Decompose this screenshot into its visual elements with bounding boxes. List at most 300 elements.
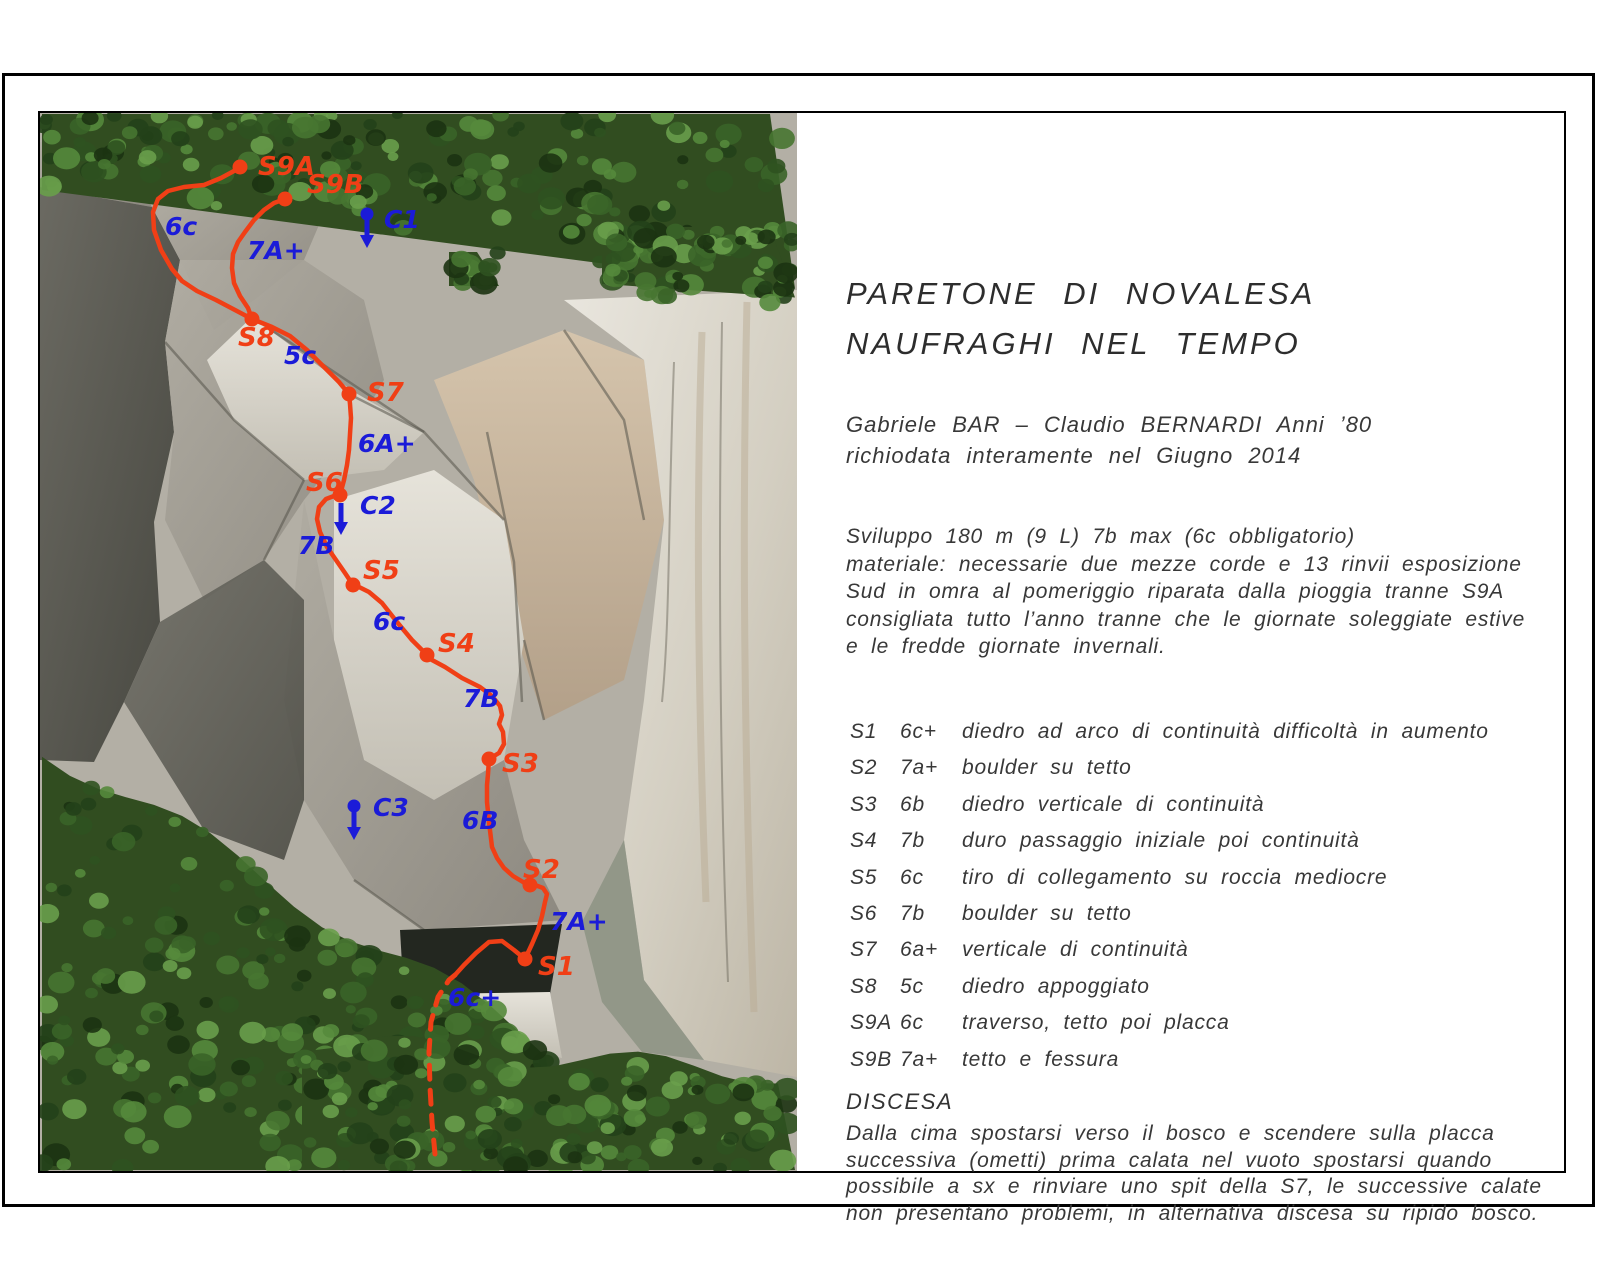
belay-label-s6: S6	[306, 468, 343, 498]
tree-blob	[282, 137, 294, 147]
tree-blob	[394, 1055, 418, 1075]
belay-dot-s3	[482, 752, 497, 767]
tree-blob	[538, 187, 565, 209]
tree-blob	[124, 1127, 145, 1144]
tree-blob	[238, 119, 263, 139]
info-line: materiale: necessarie due mezze corde e 13 rinvii esposizione	[846, 552, 1522, 576]
grade-label-6c: 6c	[165, 212, 198, 241]
pitch-description: tiro di collegamento su roccia mediocre	[962, 865, 1388, 889]
tree-blob	[122, 126, 138, 139]
tree-blob	[504, 1117, 522, 1132]
tree-blob	[220, 880, 234, 892]
tree-blob	[624, 1109, 646, 1127]
tree-blob	[657, 201, 670, 211]
grade-label-6c+: 6c+	[448, 983, 502, 1012]
tree-blob	[513, 122, 525, 132]
pitch-description: diedro verticale di continuità	[962, 792, 1265, 816]
tree-blob	[323, 1105, 339, 1118]
pitch-description: tetto e fessura	[962, 1047, 1120, 1071]
tree-blob	[267, 920, 284, 934]
tree-blob	[48, 972, 75, 994]
tree-blob	[89, 893, 109, 909]
tree-blob	[394, 1141, 416, 1159]
abseil-label-c2: C2	[360, 491, 396, 520]
tree-blob	[181, 857, 198, 871]
tree-blob	[58, 1016, 70, 1026]
pitch-grade: 6b	[900, 792, 925, 816]
tree-blob	[673, 279, 689, 292]
tree-blob	[577, 156, 589, 166]
pitch-row	[850, 787, 1489, 823]
belay-label-s9a: S9A	[258, 152, 315, 182]
tree-blob	[568, 1073, 589, 1091]
tree-blob	[351, 161, 362, 170]
belay-label-s5: S5	[363, 556, 400, 586]
tree-blob	[62, 1099, 86, 1119]
tree-blob	[301, 1055, 312, 1064]
tree-blob	[451, 251, 472, 268]
tree-blob	[57, 1158, 72, 1170]
tree-blob	[532, 210, 544, 220]
tree-blob	[720, 140, 730, 148]
topo-sheet-frame	[38, 111, 1566, 1225]
pitch-grade: 6c	[900, 865, 924, 889]
tree-blob	[140, 165, 162, 183]
tree-blob	[82, 781, 100, 795]
pitch-row	[850, 1005, 1489, 1041]
tree-blob	[67, 1069, 86, 1085]
tree-blob	[483, 1147, 498, 1159]
tree-blob	[604, 169, 617, 179]
info-line: consigliata tutto l’anno tranne che le giornate soleggiate estive	[846, 607, 1526, 631]
tree-blob	[651, 1139, 673, 1157]
tree-blob	[282, 1023, 304, 1041]
tree-blob	[198, 1088, 216, 1102]
tree-blob	[85, 988, 98, 998]
tree-blob	[101, 927, 116, 940]
tree-blob	[274, 954, 285, 963]
tree-blob	[244, 1107, 256, 1117]
tree-blob	[692, 1157, 702, 1165]
tree-blob	[539, 153, 563, 172]
grade-label-7a+: 7A+	[247, 236, 305, 265]
tree-blob	[723, 1132, 739, 1145]
pitch-grade: 6a+	[900, 938, 939, 962]
tree-blob	[187, 116, 203, 129]
tree-blob	[47, 1056, 58, 1065]
tree-blob	[759, 294, 780, 311]
tree-blob	[357, 972, 373, 985]
tree-blob	[465, 1131, 476, 1140]
tree-blob	[693, 132, 708, 144]
tree-blob	[163, 960, 178, 972]
tree-blob	[388, 152, 399, 161]
tree-blob	[427, 193, 437, 201]
tree-blob	[46, 883, 57, 892]
tree-blob	[74, 137, 86, 147]
tree-blob	[340, 982, 367, 1004]
tree-blob	[89, 856, 100, 865]
grade-label-7b: 7B	[463, 684, 500, 713]
tree-blob	[100, 786, 115, 798]
tree-blob	[677, 180, 688, 189]
tree-blob	[139, 150, 157, 164]
tree-blob	[677, 155, 688, 164]
belay-label-s1: S1	[538, 952, 575, 982]
tree-blob	[259, 907, 269, 916]
pitch-row	[850, 1042, 1489, 1078]
tree-blob	[142, 1140, 159, 1154]
tree-blob	[297, 970, 312, 982]
pitch-grade: 7b	[900, 829, 925, 853]
tree-blob	[470, 120, 494, 140]
tree-blob	[758, 179, 774, 192]
authors-block	[846, 409, 1372, 471]
tree-blob	[415, 1068, 427, 1078]
tree-blob	[291, 981, 303, 991]
tree-blob	[121, 1101, 147, 1122]
tree-blob	[164, 1105, 192, 1128]
tree-blob	[669, 122, 685, 135]
pitch-row	[850, 896, 1489, 932]
tree-blob	[370, 1139, 389, 1155]
pitch-row	[850, 750, 1489, 786]
tree-blob	[758, 257, 773, 269]
tree-blob	[244, 867, 268, 887]
abseil-label-c3: C3	[373, 793, 409, 822]
tree-blob	[399, 966, 410, 975]
tree-blob	[705, 1084, 730, 1105]
tree-blob	[606, 234, 628, 252]
pitch-row	[850, 714, 1489, 750]
tree-blob	[188, 1053, 215, 1075]
authors-line: Gabriele BAR – Claudio BERNARDI Anni ’80	[846, 412, 1373, 437]
tree-blob	[203, 932, 220, 946]
tree-blob	[629, 205, 650, 222]
tree-blob	[601, 1145, 619, 1159]
rebolted-line: richiodata interamente nel Giugno 2014	[846, 443, 1302, 468]
tree-blob	[200, 997, 213, 1008]
tree-blob	[345, 1107, 357, 1117]
tree-blob	[454, 177, 476, 195]
tree-blob	[187, 187, 214, 209]
descent-line: successiva (ometti) prima calata nel vuoto spostarsi quando	[846, 1148, 1492, 1172]
tree-blob	[735, 236, 746, 245]
pitch-grade: 7a+	[900, 756, 939, 780]
pitch-id: S4	[850, 829, 878, 853]
tree-blob	[196, 827, 209, 837]
pitch-id: S7	[850, 938, 878, 962]
tree-blob	[627, 1085, 647, 1101]
tree-blob	[767, 159, 785, 174]
belay-dot-s9a	[233, 160, 248, 175]
tree-blob	[566, 1133, 580, 1145]
tree-blob	[590, 1077, 608, 1092]
belay-dot-s1	[518, 952, 533, 967]
tree-blob	[517, 174, 541, 194]
tree-blob	[408, 162, 434, 183]
pitch-id: S6	[850, 901, 878, 925]
grade-label-6b: 6B	[462, 806, 499, 835]
pitch-description: verticale di continuità	[962, 938, 1189, 962]
tree-blob	[98, 159, 111, 169]
tree-blob	[606, 253, 621, 266]
tree-blob	[398, 1038, 410, 1048]
tree-blob	[256, 954, 268, 964]
tree-blob	[408, 1013, 426, 1028]
tree-blob	[143, 953, 166, 972]
pitch-id: S8	[850, 974, 878, 998]
tree-blob	[311, 1147, 336, 1168]
tree-blob	[476, 1106, 497, 1123]
tree-blob	[745, 1130, 769, 1149]
tree-blob	[658, 288, 677, 304]
tree-blob	[75, 869, 86, 878]
tree-blob	[399, 1099, 412, 1109]
grade-label-5c: 5c	[284, 341, 317, 370]
descent-line: Dalla cima spostarsi verso il bosco e scendere sulla placca	[846, 1122, 1495, 1145]
tree-blob	[148, 1092, 161, 1103]
tree-blob	[347, 1122, 374, 1144]
route-info-block	[846, 523, 1525, 661]
tree-blob	[672, 1121, 687, 1134]
tree-blob	[769, 1150, 796, 1171]
pitch-row	[850, 823, 1489, 859]
tree-blob	[136, 1025, 149, 1035]
tree-blob	[96, 968, 115, 984]
grade-label-7b: 7B	[298, 531, 335, 560]
tree-blob	[169, 817, 182, 827]
tree-blob	[83, 1017, 102, 1033]
tree-blob	[722, 239, 732, 247]
cliff-photo	[40, 113, 797, 1171]
tree-blob	[318, 950, 338, 966]
tree-blob	[343, 135, 355, 145]
tree-blob	[275, 1071, 293, 1085]
tree-blob	[473, 1080, 485, 1090]
tree-blob	[323, 988, 336, 999]
tree-blob	[758, 281, 773, 293]
tree-blob	[216, 956, 239, 975]
tree-blob	[145, 938, 164, 953]
tree-blob	[478, 261, 490, 271]
belay-label-s9b: S9B	[307, 170, 364, 200]
tree-blob	[65, 802, 81, 816]
tree-blob	[346, 1005, 356, 1013]
tree-blob	[304, 1137, 317, 1147]
tree-blob	[248, 973, 269, 990]
tree-blob	[443, 1073, 466, 1092]
page-title-line1: PARETONE DI NOVALESA	[846, 276, 1316, 311]
tree-blob	[361, 1040, 388, 1062]
tree-blob	[242, 1075, 256, 1087]
tree-blob	[227, 122, 237, 131]
tree-blob	[454, 1044, 480, 1065]
belay-dot-s4	[420, 648, 435, 663]
tree-blob	[426, 120, 446, 137]
tree-blob	[511, 1139, 523, 1149]
tree-blob	[353, 1014, 370, 1028]
tree-blob	[585, 1095, 612, 1117]
tree-blob	[123, 916, 134, 925]
page-title-line2: NAUFRAGHI NEL TEMPO	[846, 326, 1301, 361]
tree-blob	[697, 235, 715, 249]
tree-blob	[177, 967, 192, 979]
abseil-label-c1: C1	[384, 205, 420, 234]
tree-blob	[197, 1021, 219, 1039]
tree-blob	[265, 947, 276, 956]
tree-blob	[745, 157, 764, 172]
tree-blob	[587, 1141, 603, 1154]
tree-blob	[368, 1102, 378, 1110]
tree-blob	[318, 1063, 338, 1079]
pitch-id: S3	[850, 792, 878, 816]
belay-label-s8: S8	[238, 323, 275, 353]
tree-blob	[363, 119, 376, 130]
tree-blob	[338, 1160, 351, 1170]
tree-blob	[61, 963, 72, 972]
belay-dot-s9b	[278, 192, 293, 207]
tree-blob	[490, 246, 506, 259]
tree-blob	[231, 1060, 250, 1075]
belay-label-s7: S7	[367, 378, 404, 408]
tree-blob	[166, 1016, 184, 1031]
tree-blob	[323, 1024, 340, 1038]
tree-blob	[155, 916, 178, 935]
tree-blob	[332, 1092, 348, 1105]
pitch-table	[850, 714, 1489, 1078]
tree-blob	[478, 1129, 502, 1149]
tree-blob	[52, 1023, 72, 1040]
tree-blob	[338, 1061, 351, 1072]
tree-blob	[391, 995, 408, 1009]
pitch-id: S9A	[850, 1011, 893, 1035]
tree-blob	[292, 117, 319, 139]
tree-blob	[289, 937, 306, 951]
pitch-row	[850, 860, 1489, 896]
tree-blob	[490, 154, 509, 169]
belay-dot-s7	[342, 387, 357, 402]
tree-blob	[407, 996, 423, 1009]
tree-blob	[139, 126, 162, 145]
tree-blob	[735, 1112, 751, 1125]
tree-blob	[118, 971, 146, 994]
tree-blob	[368, 1086, 387, 1101]
pitch-id: S1	[850, 720, 878, 743]
tree-blob	[111, 1043, 124, 1054]
tree-blob	[81, 798, 97, 811]
pitch-description: diedro ad arco di continuità difficoltà in aumento	[962, 720, 1489, 743]
tree-blob	[223, 1102, 236, 1113]
pitch-grade: 7a+	[900, 1047, 939, 1071]
tree-blob	[563, 225, 580, 239]
tree-blob	[219, 997, 235, 1010]
tree-blob	[523, 1040, 547, 1060]
info-line: e le fredde giornate invernali.	[846, 635, 1166, 658]
tree-blob	[692, 1085, 704, 1095]
grade-label-7a+: 7A+	[550, 907, 608, 936]
info-line: Sud in omra al pomeriggio riparata dalla pioggia tranne S9A	[846, 580, 1505, 603]
tree-blob	[112, 832, 136, 851]
grade-label-6a+: 6A+	[358, 429, 416, 458]
tree-blob	[672, 272, 683, 281]
tree-blob	[645, 1097, 669, 1117]
tree-blob	[175, 1086, 200, 1106]
tree-blob	[492, 209, 512, 225]
tree-blob	[428, 1150, 448, 1166]
tree-blob	[758, 230, 776, 245]
grade-label-6c: 6c	[373, 607, 406, 636]
tree-blob	[504, 1098, 524, 1114]
tree-blob	[318, 929, 340, 947]
route-title	[846, 269, 1315, 369]
descent-heading: DISCESA	[846, 1089, 954, 1114]
pitch-description: boulder su tetto	[962, 901, 1132, 925]
tree-blob	[208, 127, 224, 140]
tree-blob	[548, 1094, 560, 1104]
tree-blob	[236, 947, 250, 958]
tree-blob	[733, 1084, 755, 1102]
tree-blob	[616, 1152, 627, 1161]
tree-blob	[57, 884, 72, 896]
tree-blob	[605, 264, 620, 277]
tree-blob	[239, 1022, 266, 1044]
tree-blob	[686, 1112, 707, 1129]
tree-blob	[706, 170, 733, 192]
tree-blob	[278, 1100, 292, 1111]
pitch-description: traverso, tetto poi placca	[962, 1011, 1230, 1035]
tree-blob	[220, 1082, 238, 1097]
tree-blob	[43, 130, 61, 145]
tree-blob	[447, 154, 462, 166]
pitch-id: S9B	[850, 1047, 893, 1071]
tree-blob	[577, 214, 592, 226]
tree-blob	[165, 948, 180, 960]
tree-blob	[706, 148, 724, 163]
pitch-row	[850, 932, 1489, 968]
tree-blob	[149, 1011, 163, 1023]
tree-blob	[260, 1134, 281, 1152]
belay-label-s2: S2	[523, 855, 560, 885]
pitch-description: boulder su tetto	[962, 756, 1132, 780]
belay-label-s4: S4	[438, 629, 475, 659]
pitch-grade: 6c+	[900, 720, 937, 743]
tree-blob	[167, 1035, 190, 1054]
tree-blob	[670, 1071, 688, 1086]
pitch-grade: 7b	[900, 901, 925, 925]
tree-blob	[443, 1142, 456, 1152]
tree-blob	[397, 1116, 411, 1127]
pitch-description: diedro appoggiato	[962, 974, 1150, 998]
pitch-description: duro passaggio iniziale poi continuità	[962, 829, 1360, 853]
tree-blob	[145, 806, 157, 816]
tree-blob	[321, 151, 331, 159]
belay-label-s3: S3	[502, 749, 539, 779]
tree-blob	[237, 905, 260, 924]
tree-blob	[53, 147, 80, 169]
tree-blob	[621, 1077, 632, 1086]
pitch-row	[850, 969, 1489, 1005]
tree-blob	[170, 883, 181, 892]
tree-blob	[487, 185, 506, 201]
tree-blob	[40, 114, 53, 125]
pitch-id: S2	[850, 756, 878, 780]
descent-paragraph	[846, 1121, 1542, 1227]
tree-blob	[366, 129, 386, 146]
info-line: Sviluppo 180 m (9 L) 7b max (6c obbligatorio)	[846, 525, 1355, 548]
descent-line: possibile a sx e rinviare uno spit della S7, le successive calate	[846, 1175, 1542, 1199]
tree-blob	[445, 1013, 472, 1035]
